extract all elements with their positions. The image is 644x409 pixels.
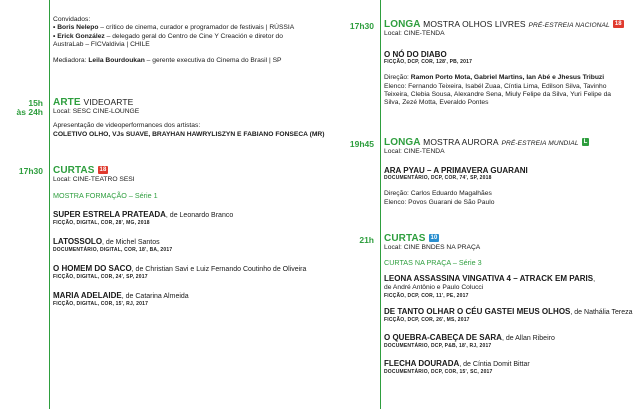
- film-item: [384, 359, 634, 376]
- moderator-label: Mediadora:: [53, 57, 89, 65]
- longa-2-director: Direção: Carlos Eduardo Magalhães: [384, 190, 492, 198]
- film-item: [53, 237, 373, 254]
- film-director: de André Antônio e Paulo Colucci: [384, 284, 484, 292]
- film-item: [53, 291, 373, 308]
- longa-1-cast: Elenco: Fernando Teixeira, Isabél Zuaa, Cíntia Lima, Edilson Silva, Tavinho Teixeira, Clebia Sousa, Alexandre Sena, Miuly Felipe da Silva, Yuri Felipe da Silva, Zezé Motta, Everaldo Pontes: [384, 82, 612, 107]
- film-item: [384, 274, 634, 299]
- curtas-left-local: Local: CINE-TEATRO SESI: [53, 176, 135, 183]
- film-heading: [53, 264, 373, 274]
- film-meta: FICÇÃO, DIGITAL, COR, 28', MG, 2018: [53, 220, 150, 227]
- moderator-role: – gerente executiva do Cinema do Brasil | SP: [144, 57, 282, 65]
- film-meta: FICÇÃO, DCP, COR, 11', PE, 2017: [384, 292, 469, 299]
- guest-2-role: – delegado geral do Centro de Cine Y Creación e diretor do: [104, 32, 283, 40]
- longa-2-title: LONGA: [384, 137, 421, 148]
- longa-2-cast: Elenco: Povos Guarani de São Paulo: [384, 198, 495, 206]
- rating-18-badge: 18: [99, 167, 107, 173]
- rating-l-badge: L: [583, 139, 588, 145]
- moderator-name: Leila Bourdoukan: [88, 57, 145, 65]
- film-title: MARIA ADELAIDE: [53, 291, 122, 301]
- longa-2-time: 19h45: [349, 139, 374, 149]
- film-meta: FICÇÃO, DIGITAL, COR, 24', SP, 2017: [53, 274, 148, 281]
- longa-1-film-meta: FICÇÃO, DCP, COR, 128', PB, 2017: [384, 59, 473, 66]
- film-director: , de Leonardo Branco: [165, 212, 234, 220]
- film-title: FLECHA DOURADA: [384, 358, 460, 368]
- film-item: [53, 264, 373, 281]
- longa-1-film-title: O NÓ DO DIABO: [384, 50, 447, 60]
- curtas-left-time: 17h30: [18, 166, 43, 176]
- longa-1-director: [384, 74, 624, 82]
- longa-2-film-meta: DOCUMENTÁRIO, DCP, COR, 74', SP, 2018: [384, 175, 492, 182]
- film-heading: [384, 274, 634, 284]
- film-director: , de Nathália Tereza: [570, 308, 633, 316]
- director-names: Ramon Porto Mota, Gabriel Martins, Ian Abé e Jhesus Tribuzi: [410, 74, 605, 82]
- curtas-left-title: CURTAS: [53, 165, 95, 176]
- film-director: , de Christian Savi e Luiz Fernando Coutinho de Oliveira: [131, 266, 307, 274]
- film-title: O QUEBRA-CABEÇA DE SARA: [384, 332, 502, 342]
- film-heading: [384, 359, 634, 369]
- film-title: LATOSSOLO: [53, 237, 103, 247]
- longa-1-heading: [384, 19, 624, 30]
- film-director: , de Michel Santos: [102, 239, 160, 247]
- film-meta: DOCUMENTÁRIO, DCP, P&B, 18', RJ, 2017: [384, 342, 492, 349]
- film-item: [384, 333, 634, 350]
- arte-subtitle: VIDEOARTE: [83, 97, 134, 107]
- arte-title: ARTE: [53, 97, 81, 108]
- longa-1-subtitle: MOSTRA OLHOS LIVRES: [423, 19, 526, 29]
- mostra-formacao-label: MOSTRA FORMAÇÃO – Série 1: [53, 191, 158, 201]
- curtas-left-block: [53, 165, 373, 308]
- film-title: SUPER ESTRELA PRATEADA: [53, 210, 166, 220]
- curtas-right-time: 21h: [359, 235, 374, 245]
- guests-block: [53, 16, 373, 65]
- rating-10-badge: 10: [430, 235, 438, 241]
- guest-1: [53, 21, 374, 32]
- longa-1-title: LONGA: [384, 19, 421, 30]
- curtas-right-block: [384, 233, 634, 376]
- arte-time-start: 15h: [28, 98, 43, 108]
- longa-2-heading: [384, 137, 624, 148]
- guest-2: [53, 33, 373, 41]
- film-title: O HOMEM DO SACO: [53, 264, 132, 274]
- film-heading: [53, 210, 373, 220]
- longa-1-time: 17h30: [349, 21, 374, 31]
- film-heading: [53, 291, 373, 301]
- longa-1-tag: PRÉ-ESTREIA NACIONAL: [528, 22, 610, 29]
- right-column-rule: [380, 0, 381, 409]
- longa-2-subtitle: MOSTRA AURORA: [423, 137, 499, 147]
- arte-local: Local: SESC CINE-LOUNGE: [53, 108, 140, 115]
- longa-2-tag: PRÉ-ESTREIA MUNDIAL: [501, 140, 579, 147]
- film-meta: FICÇÃO, DIGITAL, COR, 15', RJ, 2017: [53, 301, 149, 308]
- arte-time: [3, 99, 43, 117]
- left-column-rule: [49, 0, 50, 409]
- rating-18-badge: 18: [614, 21, 622, 27]
- arte-intro: Apresentação de videoperformances dos artistas:: [53, 122, 201, 130]
- film-heading: [384, 307, 634, 317]
- longa-1-block: [384, 19, 624, 107]
- longa-2-local: Local: CINE-TENDA: [384, 148, 445, 155]
- film-title: LEONA ASSASSINA VINGATIVA 4 – ATRACK EM PARIS: [384, 274, 594, 284]
- film-item: [53, 210, 373, 227]
- curtas-right-local: Local: CINE BNDES NA PRAÇA: [384, 244, 481, 251]
- moderator: [53, 57, 373, 65]
- curtas-na-praca-label: CURTAS NA PRAÇA – Série 3: [384, 258, 482, 268]
- guest-1-role: – crítico de cinema, curador e programador de festivais | RÚSSIA: [98, 24, 295, 32]
- curtas-right-title: CURTAS: [384, 233, 426, 244]
- curtas-right-heading: [384, 233, 634, 244]
- film-director: , de Catarina Almeida: [121, 293, 189, 301]
- guest-2-cont: AustraLab – FICValdivia | CHILE: [53, 40, 150, 48]
- film-heading: [384, 333, 634, 343]
- film-director: , de Cíntia Domit Bittar: [459, 360, 530, 368]
- longa-2-block: [384, 137, 624, 207]
- longa-2-film-title: ARA PYAU – A PRIMAVERA GUARANI: [384, 166, 528, 176]
- film-meta: FICÇÃO, DCP, COR, 26', MS, 2017: [384, 316, 470, 323]
- longa-1-local: Local: CINE-TENDA: [384, 30, 445, 37]
- arte-time-end: às 24h: [16, 107, 43, 117]
- film-item: [384, 307, 634, 324]
- film-heading: [53, 237, 373, 247]
- film-meta: DOCUMENTÁRIO, DCP, COR, 15', SC, 2017: [384, 368, 493, 375]
- director-label: Direção:: [384, 74, 411, 82]
- film-meta: DOCUMENTÁRIO, DIGITAL, COR, 18', BA, 2017: [53, 247, 173, 254]
- arte-artists: COLETIVO OLHO, VJs SUAVE, BRAYHAN HAWRYLISZYN E FABIANO FONSECA (MR): [53, 130, 325, 138]
- film-director-sep: ,: [593, 276, 596, 284]
- arte-heading: [53, 97, 373, 108]
- arte-block: [53, 97, 373, 139]
- guest-1-name: • Boris Nelepo: [53, 24, 99, 32]
- guests-title: Convidados:: [53, 16, 91, 23]
- film-title: DE TANTO OLHAR O CÉU GASTEI MEUS OLHOS: [384, 306, 571, 316]
- curtas-left-heading: [53, 165, 373, 176]
- film-director: , de Allan Ribeiro: [501, 334, 555, 342]
- guest-2-name: • Erick González: [53, 32, 105, 40]
